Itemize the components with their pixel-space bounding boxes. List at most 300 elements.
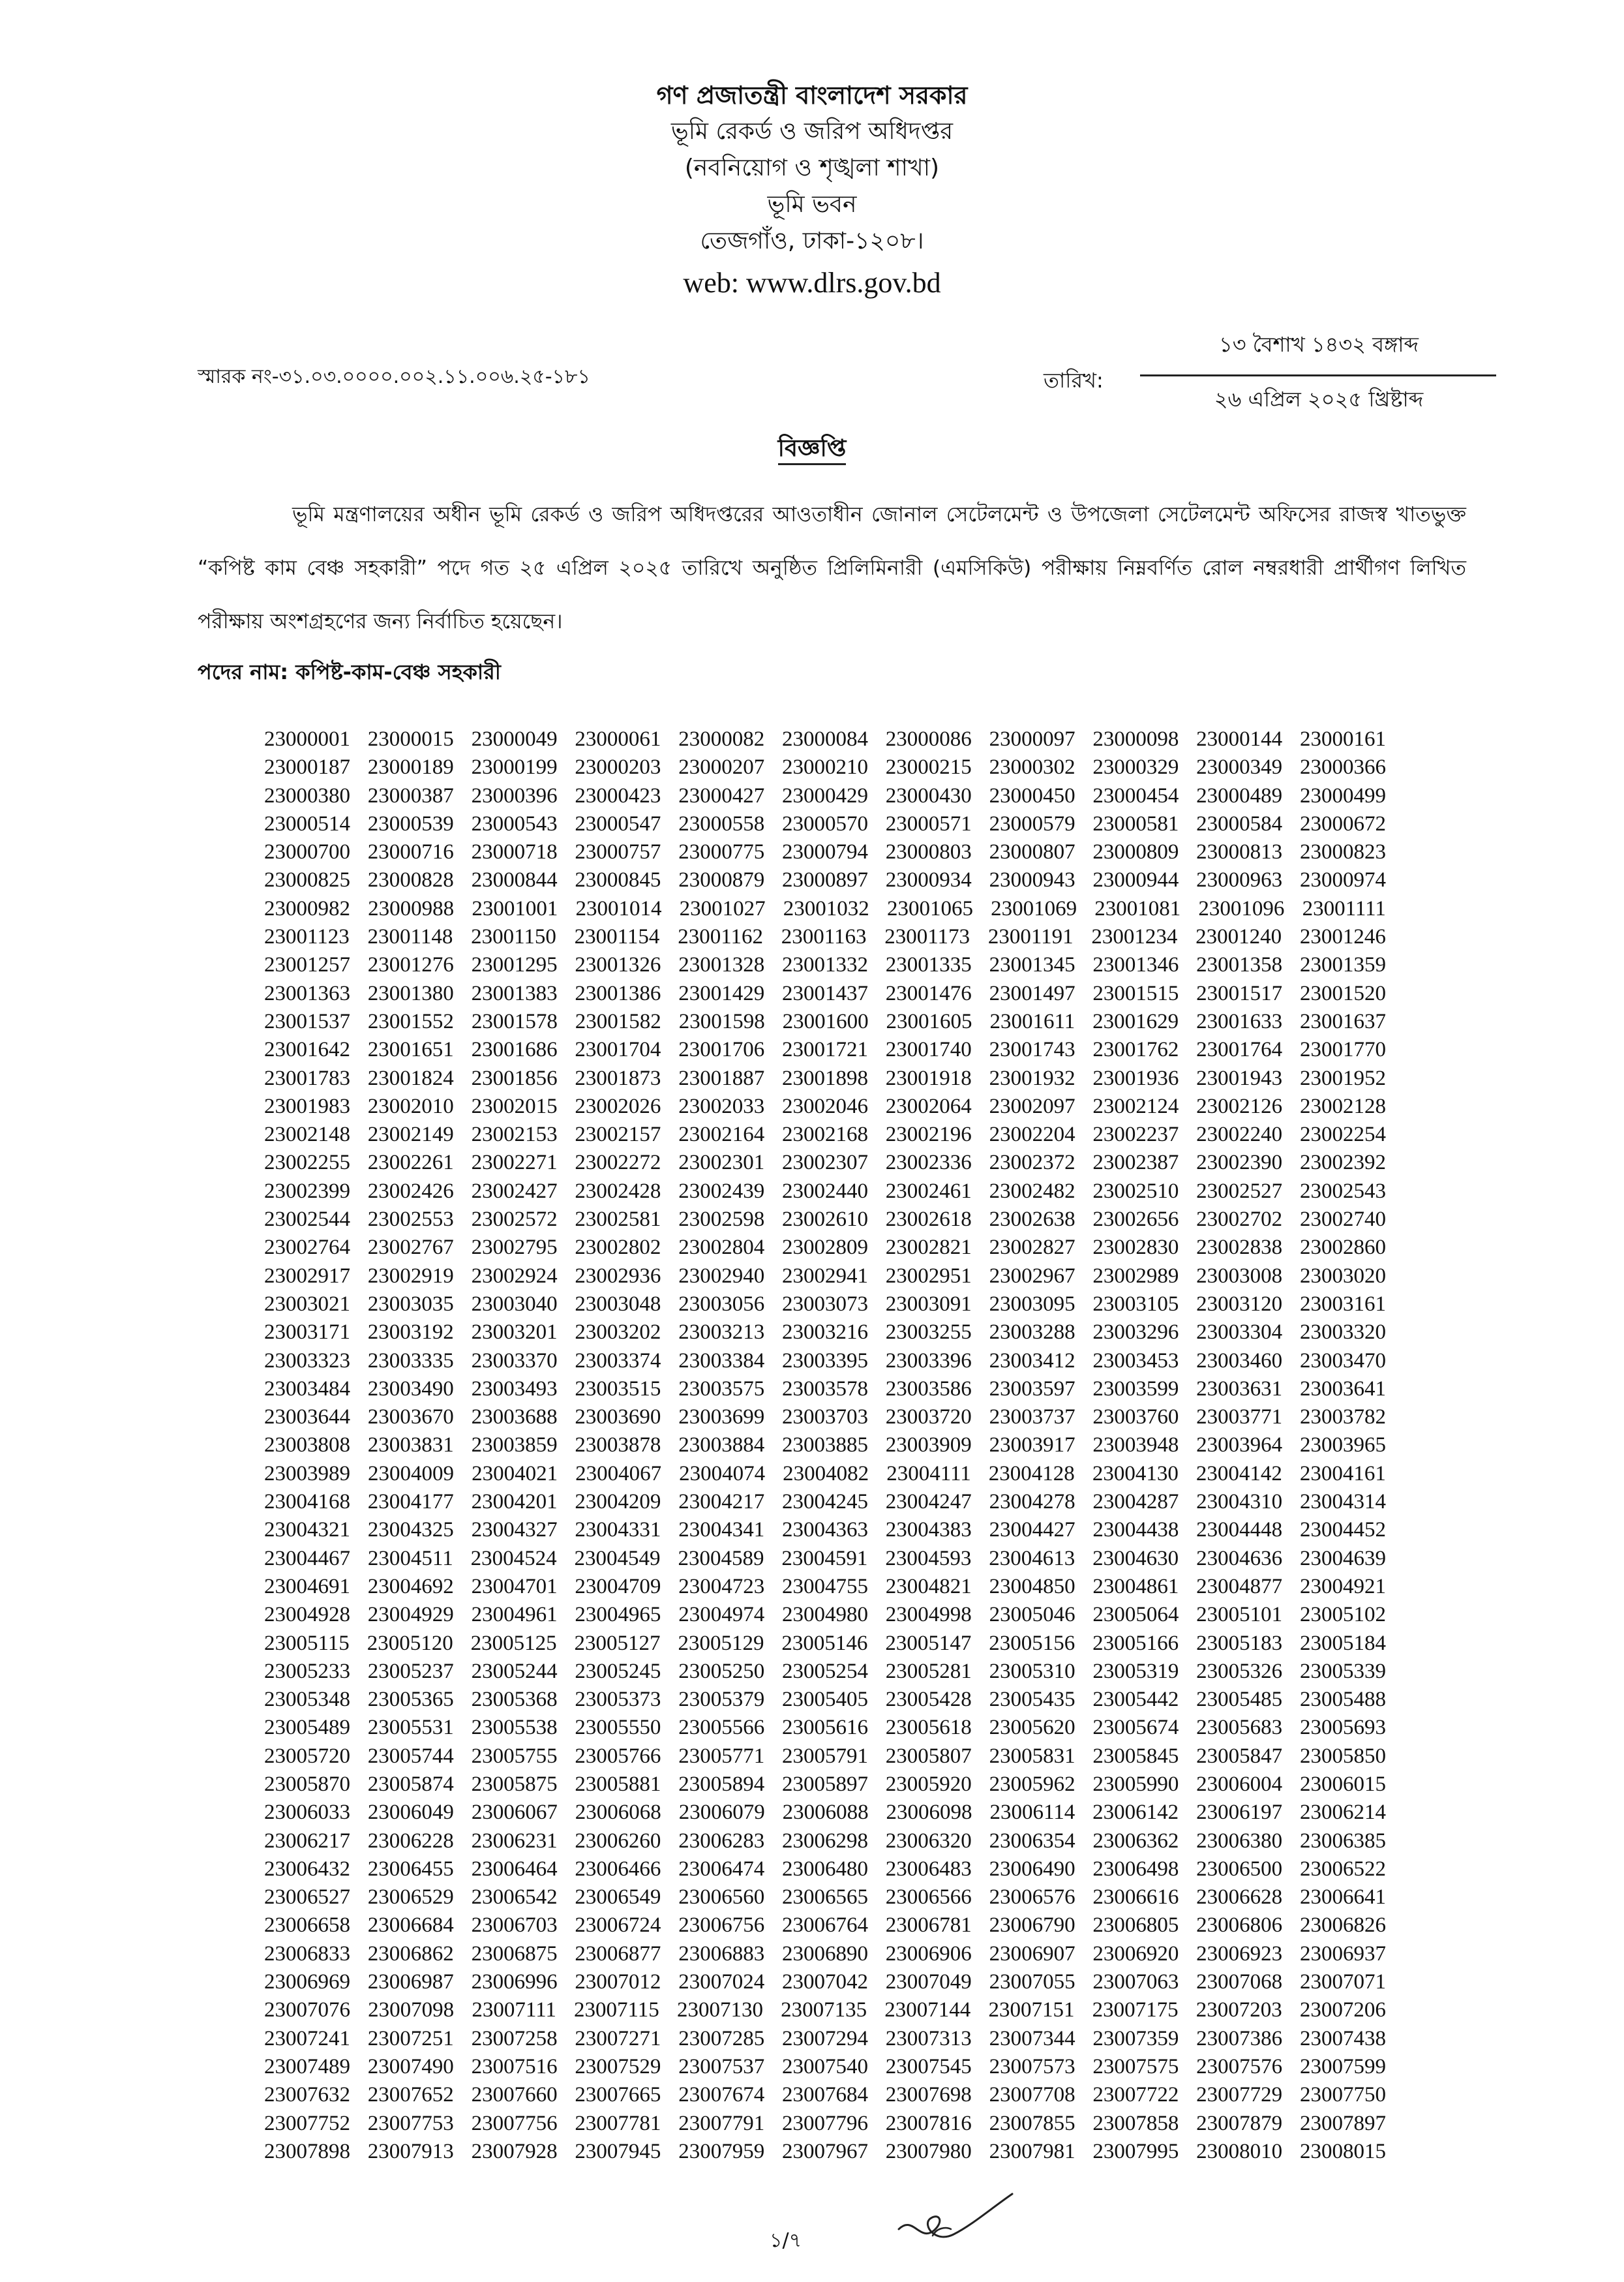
roll-number: 23005693	[1299, 1716, 1386, 1740]
roll-number: 23007115	[574, 1998, 659, 2022]
roll-number: 23006298	[781, 1829, 868, 1853]
roll-number: 23004961	[471, 1603, 558, 1627]
roll-number: 23007545	[885, 2054, 972, 2078]
roll-number: 23001764	[1196, 1038, 1283, 1062]
roll-number: 23000757	[575, 840, 661, 864]
roll-number: 23005435	[989, 1688, 1075, 1712]
roll-number: 23007995	[1092, 2139, 1179, 2163]
roll-row	[264, 1911, 1386, 1940]
roll-number: 23003641	[1299, 1377, 1386, 1401]
roll-number: 23002598	[678, 1208, 765, 1232]
address: তেজগাঁও, ঢাকা-১২০৮।	[700, 228, 924, 254]
roll-number: 23007684	[781, 2083, 868, 2107]
roll-row	[264, 1686, 1386, 1714]
roll-number: 23005807	[885, 1744, 972, 1768]
roll-number: 23000813	[1196, 840, 1283, 864]
roll-number: 23000547	[575, 812, 661, 836]
roll-number: 23003395	[781, 1348, 868, 1373]
roll-number: 23001173	[884, 925, 970, 949]
roll-number: 23006432	[264, 1857, 350, 1881]
roll-number: 23003216	[781, 1320, 868, 1345]
roll-number: 23006923	[1196, 1941, 1283, 1966]
roll-number: 23005531	[367, 1716, 454, 1740]
roll-number: 23006480	[781, 1857, 868, 1881]
roll-number: 23000049	[471, 727, 558, 751]
roll-row	[264, 2081, 1386, 2109]
roll-number: 23000988	[368, 896, 455, 920]
roll-number: 23000329	[1092, 755, 1179, 780]
roll-number: 23003335	[367, 1348, 454, 1373]
roll-number: 23003490	[367, 1377, 454, 1401]
roll-number: 23006466	[575, 1857, 661, 1881]
roll-number: 23001335	[885, 953, 972, 977]
roll-number: 23000210	[781, 755, 868, 780]
roll-number: 23003370	[471, 1348, 558, 1373]
roll-number: 23003703	[781, 1405, 868, 1429]
roll-number: 23001328	[678, 953, 765, 977]
roll-number: 23003202	[575, 1320, 661, 1345]
roll-number: 23001380	[367, 981, 454, 1005]
roll-number: 23000982	[264, 896, 350, 920]
government-name: গণ প্রজাতন্ত্রী বাংলাদেশ সরকার	[656, 81, 968, 110]
roll-number: 23007913	[367, 2139, 454, 2163]
roll-number: 23007781	[575, 2111, 661, 2135]
roll-number: 23003192	[367, 1320, 454, 1345]
roll-number: 23006474	[678, 1857, 765, 1881]
roll-number: 23002767	[367, 1236, 454, 1260]
roll-number: 23007098	[368, 1998, 455, 2022]
roll-number: 23007135	[781, 1998, 867, 2022]
roll-number: 23006033	[264, 1801, 350, 1825]
roll-number: 23001027	[679, 896, 766, 920]
roll-number: 23007652	[367, 2083, 454, 2107]
roll-number: 23004511	[367, 1546, 453, 1570]
roll-row	[264, 1573, 1386, 1601]
roll-number: 23000450	[989, 783, 1075, 808]
roll-number: 23003021	[264, 1292, 350, 1316]
roll-number: 23001246	[1299, 925, 1386, 949]
roll-number: 23006684	[367, 1913, 454, 1938]
roll-number: 23002510	[1092, 1179, 1179, 1203]
roll-number: 23004363	[781, 1518, 868, 1542]
roll-number: 23006756	[678, 1913, 765, 1938]
roll-number: 23001326	[575, 953, 661, 977]
roll-number: 23003515	[575, 1377, 661, 1401]
roll-number: 23004325	[367, 1518, 454, 1542]
roll-number: 23004021	[472, 1461, 558, 1485]
notice-title-text: বিজ্ঞপ্তি	[778, 435, 847, 465]
roll-number: 23004636	[1196, 1546, 1283, 1570]
branch-name: (নবনিয়োগ ও শৃঙ্খলা শাখা)	[684, 155, 940, 181]
roll-number: 23005166	[1092, 1631, 1179, 1655]
roll-number: 23001762	[1092, 1038, 1179, 1062]
roll-number: 23002804	[678, 1236, 765, 1260]
roll-number: 23005766	[575, 1744, 661, 1768]
roll-number: 23002543	[1299, 1179, 1386, 1203]
roll-number: 23004130	[1092, 1461, 1179, 1485]
roll-number: 23000387	[367, 783, 454, 808]
roll-number: 23006969	[264, 1970, 350, 1994]
roll-number: 23001932	[989, 1066, 1075, 1090]
roll-number: 23005755	[471, 1744, 558, 1768]
roll-number: 23001001	[472, 896, 558, 920]
roll-number: 23007980	[885, 2139, 972, 2163]
roll-number: 23004427	[989, 1518, 1075, 1542]
roll-number: 23001686	[471, 1038, 558, 1062]
roll-number: 23005881	[575, 1772, 661, 1796]
roll-number: 23006560	[678, 1885, 765, 1909]
roll-number: 23002428	[575, 1179, 661, 1203]
roll-number: 23007928	[471, 2139, 558, 2163]
roll-row	[264, 1996, 1386, 2024]
roll-number: 23005102	[1299, 1603, 1386, 1627]
roll-number: 23002967	[989, 1264, 1075, 1288]
roll-number: 23000454	[1092, 783, 1179, 808]
roll-number: 23005233	[264, 1659, 350, 1683]
roll-number: 23001704	[575, 1038, 661, 1062]
roll-number: 23007698	[885, 2083, 972, 2107]
roll-number: 23002740	[1299, 1208, 1386, 1232]
roll-row	[264, 1008, 1386, 1036]
roll-number: 23005368	[471, 1688, 558, 1712]
roll-number: 23000187	[264, 755, 350, 780]
roll-number: 23006455	[367, 1857, 454, 1881]
roll-number: 23002439	[678, 1179, 765, 1203]
roll-number: 23003720	[885, 1405, 972, 1429]
roll-number: 23004929	[367, 1603, 454, 1627]
roll-number: 23001295	[471, 953, 558, 977]
roll-number: 23003690	[575, 1405, 661, 1429]
roll-number: 23005127	[574, 1631, 661, 1655]
roll-number: 23001898	[781, 1066, 868, 1090]
roll-number: 23001598	[678, 1009, 765, 1033]
roll-number: 23004209	[575, 1490, 661, 1514]
roll-number: 23000514	[264, 812, 350, 836]
roll-number: 23005254	[781, 1659, 868, 1683]
roll-number: 23001346	[1092, 953, 1179, 977]
roll-number: 23006231	[471, 1829, 558, 1853]
roll-number: 23001163	[781, 925, 867, 949]
roll-number: 23000803	[885, 840, 972, 864]
roll-number: 23001637	[1300, 1009, 1386, 1033]
roll-number: 23007529	[575, 2054, 661, 2078]
roll-number: 23003782	[1299, 1405, 1386, 1429]
roll-number: 23005744	[367, 1744, 454, 1768]
roll-number: 23003964	[1196, 1433, 1283, 1457]
roll-number: 23000897	[781, 868, 868, 892]
roll-number: 23007674	[678, 2083, 765, 2107]
roll-number: 23000716	[367, 840, 454, 864]
roll-number: 23001386	[575, 981, 661, 1005]
roll-number: 23000539	[367, 812, 454, 836]
roll-number: 23000084	[781, 727, 868, 751]
roll-number: 23002610	[781, 1208, 868, 1232]
roll-number: 23005183	[1196, 1631, 1283, 1655]
date-label: তারিখ:	[1044, 368, 1104, 393]
roll-number: 23001429	[678, 981, 765, 1005]
roll-number: 23005156	[989, 1631, 1075, 1655]
roll-number: 23001517	[1196, 981, 1283, 1005]
roll-row	[264, 1290, 1386, 1318]
roll-number: 23007258	[471, 2026, 558, 2050]
roll-number: 23001743	[989, 1038, 1075, 1062]
roll-number: 23005850	[1299, 1744, 1386, 1768]
roll-number: 23002527	[1196, 1179, 1283, 1203]
roll-number: 23007599	[1299, 2054, 1386, 2078]
roll-number: 23007271	[575, 2026, 661, 2050]
roll-number: 23004639	[1300, 1546, 1386, 1570]
roll-row	[264, 1883, 1386, 1911]
roll-row	[264, 1855, 1386, 1883]
roll-number: 23006616	[1092, 1885, 1179, 1909]
roll-number: 23000974	[1299, 868, 1386, 892]
roll-number: 23005245	[575, 1659, 661, 1683]
roll-number: 23004331	[575, 1518, 661, 1542]
roll-number: 23003597	[989, 1377, 1075, 1401]
roll-number: 23007576	[1196, 2054, 1283, 2078]
roll-number: 23007285	[678, 2026, 765, 2050]
roll-number: 23005184	[1300, 1631, 1386, 1655]
roll-number: 23000823	[1299, 840, 1386, 864]
roll-number: 23005120	[367, 1631, 453, 1655]
roll-number: 23000097	[989, 727, 1075, 751]
roll-row	[264, 951, 1386, 979]
roll-number: 23007632	[264, 2083, 350, 2107]
roll-number: 23005847	[1196, 1744, 1283, 1768]
roll-number: 23000302	[989, 755, 1075, 780]
roll-number: 23003323	[264, 1348, 350, 1373]
roll-number: 23007386	[1196, 2026, 1283, 2050]
roll-number: 23005771	[678, 1744, 765, 1768]
roll-number: 23005870	[264, 1772, 350, 1796]
roll-number: 23001476	[885, 981, 972, 1005]
roll-number: 23002307	[781, 1151, 868, 1175]
roll-number: 23003831	[367, 1433, 454, 1457]
roll-number: 23003020	[1299, 1264, 1386, 1288]
roll-number: 23004755	[781, 1574, 868, 1598]
roll-number: 23003760	[1092, 1405, 1179, 1429]
roll-number: 23002033	[678, 1094, 765, 1118]
roll-number: 23005405	[781, 1688, 868, 1712]
roll-number: 23003161	[1299, 1292, 1386, 1316]
roll-number: 23006214	[1300, 1801, 1386, 1825]
roll-number: 23006542	[471, 1885, 558, 1909]
roll-number: 23002802	[575, 1236, 661, 1260]
roll-number: 23006015	[1299, 1772, 1386, 1796]
roll-number: 23005791	[781, 1744, 868, 1768]
roll-number: 23002126	[1196, 1094, 1283, 1118]
roll-number: 23001520	[1299, 981, 1386, 1005]
department-name: ভূমি রেকর্ড ও জরিপ অধিদপ্তর	[670, 118, 954, 145]
roll-number: 23005244	[471, 1659, 558, 1683]
roll-number: 23002196	[885, 1123, 972, 1147]
roll-number: 23000963	[1196, 868, 1283, 892]
roll-number: 23002010	[367, 1094, 454, 1118]
roll-number: 23002015	[471, 1094, 558, 1118]
roll-number: 23000189	[367, 755, 454, 780]
roll-number: 23007042	[781, 1970, 868, 1994]
roll-number: 23001721	[781, 1038, 868, 1062]
roll-number: 23002336	[885, 1151, 972, 1175]
roll-number: 23002064	[885, 1094, 972, 1118]
roll-number: 23001918	[885, 1066, 972, 1090]
roll-number: 23002271	[471, 1151, 558, 1175]
roll-number: 23003091	[885, 1292, 972, 1316]
roll-row	[264, 1940, 1386, 1968]
roll-row	[264, 1799, 1386, 1827]
roll-row	[264, 753, 1386, 782]
roll-number: 23007959	[678, 2139, 765, 2163]
roll-number: 23007816	[885, 2111, 972, 2135]
roll-number: 23005683	[1196, 1716, 1283, 1740]
roll-number: 23002821	[885, 1236, 972, 1260]
roll-number: 23002026	[575, 1094, 661, 1118]
roll-row	[264, 1630, 1386, 1658]
roll-number: 23002128	[1299, 1094, 1386, 1118]
roll-number: 23007490	[367, 2054, 454, 2078]
roll-number: 23006658	[264, 1913, 350, 1938]
roll-number: 23003859	[471, 1433, 558, 1457]
roll-number: 23001887	[678, 1066, 765, 1090]
roll-number: 23002168	[781, 1123, 868, 1147]
roll-number: 23005920	[885, 1772, 972, 1796]
roll-number: 23002553	[367, 1208, 454, 1232]
roll-number: 23004314	[1299, 1490, 1386, 1514]
roll-number: 23003213	[678, 1320, 765, 1345]
roll-number: 23003948	[1092, 1433, 1179, 1457]
roll-number: 23002372	[989, 1151, 1075, 1175]
roll-number: 23003056	[678, 1292, 765, 1316]
roll-number: 23000015	[367, 727, 454, 751]
roll-number: 23003884	[678, 1433, 765, 1457]
roll-number: 23001873	[575, 1066, 661, 1090]
roll-number: 23004998	[885, 1603, 972, 1627]
roll-number: 23001032	[783, 896, 869, 920]
roll-number: 23001605	[886, 1009, 972, 1033]
roll-number: 23007945	[575, 2139, 661, 2163]
roll-number: 23006628	[1196, 1885, 1283, 1909]
roll-number: 23000807	[989, 840, 1075, 864]
roll-number: 23000499	[1299, 783, 1386, 808]
roll-number: 23006098	[886, 1801, 972, 1825]
roll-number: 23005488	[1299, 1688, 1386, 1712]
roll-number: 23004009	[368, 1461, 455, 1485]
roll-number: 23005250	[678, 1659, 765, 1683]
roll-number: 23002830	[1092, 1236, 1179, 1260]
roll-number: 23005125	[470, 1631, 557, 1655]
roll-number: 23003095	[989, 1292, 1075, 1316]
roll-number: 23005281	[885, 1659, 972, 1683]
roll-number: 23004861	[1092, 1574, 1179, 1598]
roll-number: 23005620	[989, 1716, 1075, 1740]
roll-number: 23007438	[1299, 2026, 1386, 2050]
roll-number: 23003631	[1196, 1377, 1283, 1401]
roll-number: 23002461	[885, 1179, 972, 1203]
signature	[894, 2189, 1017, 2247]
roll-number: 23005129	[678, 1631, 764, 1655]
roll-number: 23005428	[885, 1688, 972, 1712]
roll-number: 23003470	[1299, 1348, 1386, 1373]
roll-number: 23001629	[1092, 1009, 1179, 1033]
roll-number: 23001600	[782, 1009, 869, 1033]
roll-number: 23001065	[886, 896, 973, 920]
roll-number: 23002240	[1196, 1123, 1283, 1147]
roll-number: 23007858	[1092, 2111, 1179, 2135]
roll-number: 23001936	[1092, 1066, 1179, 1090]
roll-number: 23004111	[886, 1461, 971, 1485]
roll-number: 23002809	[781, 1236, 868, 1260]
roll-number: 23004074	[679, 1461, 766, 1485]
roll-number: 23001359	[1299, 953, 1386, 977]
roll-number: 23005990	[1092, 1772, 1179, 1796]
roll-number: 23003288	[989, 1320, 1075, 1345]
roll-number: 23002795	[471, 1236, 558, 1260]
post-name: পদের নাম: কপিষ্ট-কাম-বেঞ্চ সহকারী	[198, 660, 501, 684]
roll-number: 23000775	[678, 840, 765, 864]
roll-number: 23004161	[1299, 1461, 1386, 1485]
roll-number: 23001582	[575, 1009, 661, 1033]
roll-number: 23000570	[781, 812, 868, 836]
roll-row	[264, 1658, 1386, 1686]
roll-number: 23006826	[1299, 1913, 1386, 1938]
roll-number: 23003040	[471, 1292, 558, 1316]
roll-row	[264, 725, 1386, 753]
roll-number: 23008010	[1196, 2139, 1283, 2163]
roll-number: 23006500	[1196, 1857, 1283, 1881]
roll-row	[264, 1178, 1386, 1206]
roll-number: 23007251	[367, 2026, 454, 2050]
roll-number: 23003412	[989, 1348, 1075, 1373]
roll-number: 23004177	[367, 1490, 454, 1514]
roll-number: 23006260	[575, 1829, 661, 1853]
roll-number: 23001578	[471, 1009, 558, 1033]
roll-number: 23005897	[781, 1772, 868, 1796]
roll-number: 23002261	[367, 1151, 454, 1175]
roll-number: 23007573	[989, 2054, 1075, 2078]
roll-number: 23006877	[575, 1941, 661, 1966]
roll-number: 23007359	[1092, 2026, 1179, 2050]
notice-body: ভূমি মন্ত্রণালয়ের অধীন ভূমি রেকর্ড ও জরিপ অধিদপ্তরের আওতাধীন জোনাল সেটেলমেন্ট ও উপজেলা সেটেলমেন্ট অফিসের রাজস্ব খাতভুক্ত “কপিষ্ট কাম বেঞ্চ সহকারী” পদে গত ২৫ এপ্রিল ২০২৫ তারিখে অনুষ্ঠিত প্রিলিমিনারী (এমসিকিউ) পরীক্ষায় নিম্নবর্ণিত রোল নম্বরধারী প্রার্থীগণ লিখিত পরীক্ষায় অংশগ্রহণের জন্য নির্বাচিত হয়েছেন।	[198, 503, 1466, 633]
roll-number: 23004589	[678, 1546, 764, 1570]
roll-number: 23004278	[989, 1490, 1075, 1514]
roll-number: 23003885	[781, 1433, 868, 1457]
roll-number: 23005720	[264, 1744, 350, 1768]
roll-number: 23001154	[574, 925, 660, 949]
roll-number: 23002951	[885, 1264, 972, 1288]
roll-number: 23001150	[471, 925, 556, 949]
roll-number: 23003048	[575, 1292, 661, 1316]
roll-number: 23004201	[471, 1490, 558, 1514]
roll-number: 23000144	[1196, 727, 1283, 751]
roll-number: 23006565	[781, 1885, 868, 1909]
roll-number: 23001824	[367, 1066, 454, 1090]
roll-number: 23005237	[367, 1659, 454, 1683]
roll-row	[264, 1771, 1386, 1799]
roll-number: 23003484	[264, 1377, 350, 1401]
roll-number: 23000700	[264, 840, 350, 864]
roll-number: 23001611	[989, 1009, 1075, 1033]
roll-number: 23006079	[678, 1801, 765, 1825]
roll-number: 23005845	[1092, 1744, 1179, 1768]
roll-number: 23002254	[1299, 1123, 1386, 1147]
roll-number: 23006320	[885, 1829, 972, 1853]
roll-row	[264, 2025, 1386, 2053]
roll-number: 23000672	[1299, 812, 1386, 836]
roll-number: 23007175	[1092, 1998, 1179, 2022]
roll-number: 23006067	[471, 1801, 558, 1825]
roll-number: 23007049	[885, 1970, 972, 1994]
roll-number: 23007575	[1092, 2054, 1179, 2078]
